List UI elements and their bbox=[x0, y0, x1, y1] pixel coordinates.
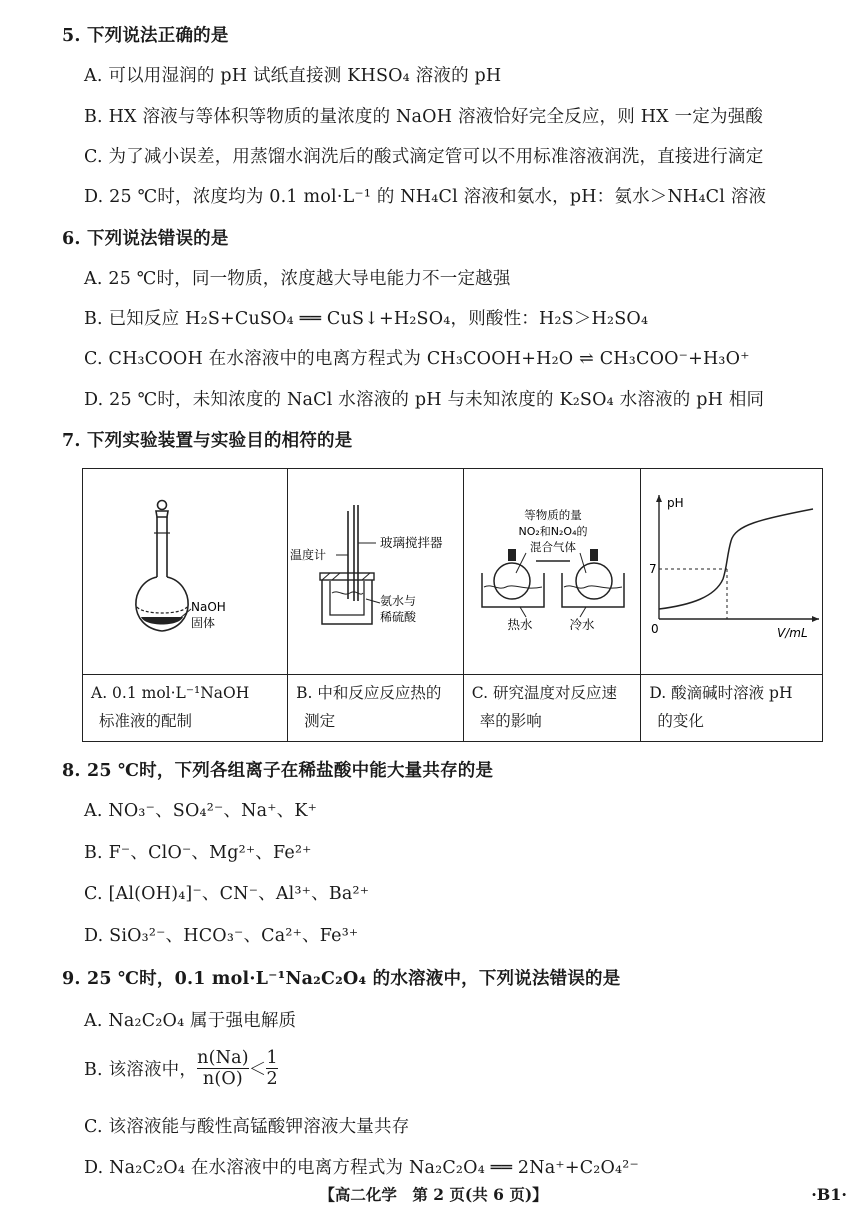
q9-stem: 9. 25 ℃时，0.1 mol·L⁻¹Na₂C₂O₄ 的水溶液中，下列说法错误的是 bbox=[62, 969, 621, 989]
ph-axis-label: pH bbox=[667, 496, 685, 510]
ratio-numerator: n(Na) bbox=[197, 1048, 249, 1068]
volume-axis-label: V/mL bbox=[777, 626, 809, 640]
hot-water-label: 热水 bbox=[507, 617, 533, 632]
cold-water-label: 冷水 bbox=[569, 617, 595, 632]
seven-tick: 7 bbox=[649, 562, 658, 576]
less-than-sign: ＜ bbox=[248, 1060, 267, 1080]
q6-option-b: B. 已知反应 H₂S+CuSO₄ ══ CuS↓+H₂SO₄，则酸性：H₂S＞H₂SO₄ bbox=[84, 309, 649, 329]
q6-option-d: D. 25 ℃时，未知浓度的 NaCl 水溶液的 pH 与未知浓度的 K₂SO₄ 水溶液的 pH 相同 bbox=[84, 390, 765, 410]
gas-label-1: 等物质的量 bbox=[524, 508, 582, 522]
ratio-fraction bbox=[197, 1048, 249, 1089]
ammonia-label: 氨水与 bbox=[380, 594, 417, 608]
caption-b-line2: 测定 bbox=[304, 712, 336, 730]
half-denominator: 2 bbox=[266, 1069, 278, 1089]
q8-option-b: B. F⁻、ClO⁻、Mg²⁺、Fe²⁺ bbox=[84, 843, 312, 863]
caption-d-line2: 的变化 bbox=[657, 712, 704, 730]
ratio-denominator: n(O) bbox=[202, 1069, 243, 1089]
q5-option-c: C. 为了减小误差，用蒸馏水润洗后的酸式滴定管可以不用标准溶液润洗，直接进行滴定 bbox=[84, 147, 764, 167]
caption-a-line1: A. 0.1 mol·L⁻¹NaOH bbox=[91, 684, 250, 702]
sulfuric-label: 稀硫酸 bbox=[380, 610, 417, 624]
caption-d-line1: D. 酸滴碱时溶液 pH bbox=[649, 684, 793, 702]
naoh-label: NaOH bbox=[191, 600, 226, 614]
q8-option-c: C. [Al(OH)₄]⁻、CN⁻、Al³⁺、Ba²⁺ bbox=[84, 884, 370, 904]
q8-option-a: A. NO₃⁻、SO₄²⁻、Na⁺、K⁺ bbox=[84, 801, 318, 821]
caption-a-line2: 标准液的配制 bbox=[99, 712, 193, 730]
q7-stem: 7. 下列实验装置与实验目的相符的是 bbox=[62, 431, 353, 451]
stirrer-label: 玻璃搅拌器 bbox=[380, 535, 443, 550]
q6-option-a: A. 25 ℃时，同一物质，浓度越大导电能力不一定越强 bbox=[84, 269, 511, 289]
page-footer: 【高二化学 第 2 页(共 6 页)】 bbox=[319, 1185, 548, 1204]
half-numerator: 1 bbox=[266, 1048, 278, 1068]
caption-d bbox=[641, 675, 823, 742]
q9-option-c: C. 该溶液能与酸性高锰酸钾溶液大量共存 bbox=[84, 1117, 410, 1137]
experiment-table bbox=[82, 468, 823, 742]
q6-option-c: C. CH₃COOH 在水溶液中的电离方程式为 CH₃COOH+H₂O ⇌ CH₃COO⁻+H₃O⁺ bbox=[84, 349, 750, 369]
q5-option-d: D. 25 ℃时，浓度均为 0.1 mol·L⁻¹ 的 NH₄Cl 溶液和氨水，pH：氨水＞NH₄Cl 溶液 bbox=[84, 187, 767, 207]
caption-c bbox=[463, 675, 641, 742]
q8-stem: 8. 25 ℃时，下列各组离子在稀盐酸中能大量共存的是 bbox=[62, 761, 494, 781]
half-fraction bbox=[266, 1048, 277, 1089]
q5-option-a: A. 可以用湿润的 pH 试纸直接测 KHSO₄ 溶液的 pH bbox=[84, 66, 502, 86]
q9-option-d: D. Na₂C₂O₄ 在水溶液中的电离方程式为 Na₂C₂O₄ ══ 2Na⁺+C₂O₄²⁻ bbox=[84, 1158, 639, 1178]
ph-curve-chart bbox=[641, 469, 823, 674]
gas-label-3: 混合气体 bbox=[529, 540, 576, 554]
q9-option-a: A. Na₂C₂O₄ 属于强电解质 bbox=[84, 1011, 297, 1031]
solid-label: 固体 bbox=[191, 616, 216, 630]
q6-stem: 6. 下列说法错误的是 bbox=[62, 229, 229, 249]
q8-option-d: D. SiO₃²⁻、HCO₃⁻、Ca²⁺、Fe³⁺ bbox=[84, 926, 359, 946]
caption-a bbox=[83, 675, 288, 742]
gas-label-2: NO₂和N₂O₄的 bbox=[518, 525, 588, 538]
q9-option-b-prefix: B. 该溶液中， bbox=[84, 1060, 198, 1080]
figure-ph-curve bbox=[641, 469, 823, 675]
figure-calorimeter bbox=[288, 469, 464, 675]
page-footmark: ·B1· bbox=[811, 1185, 847, 1204]
origin-label: 0 bbox=[651, 622, 660, 636]
calorimeter-drawing bbox=[288, 469, 464, 674]
caption-b-line1: B. 中和反应反应热的 bbox=[296, 684, 442, 702]
figure-volumetric-flask bbox=[83, 469, 288, 675]
thermometer-label: 温度计 bbox=[290, 548, 327, 562]
q9-option-b bbox=[84, 1048, 278, 1089]
caption-c-line1: C. 研究温度对反应速 bbox=[471, 684, 617, 702]
no2-equilibrium-drawing bbox=[464, 469, 642, 674]
figure-no2-equilibrium bbox=[463, 469, 641, 675]
volumetric-flask-drawing bbox=[83, 469, 288, 674]
q5-option-b: B. HX 溶液与等体积等物质的量浓度的 NaOH 溶液恰好完全反应，则 HX 一定为强酸 bbox=[84, 107, 764, 127]
caption-b bbox=[288, 675, 464, 742]
caption-c-line2: 率的影响 bbox=[479, 712, 542, 730]
q5-stem: 5. 下列说法正确的是 bbox=[62, 26, 229, 46]
